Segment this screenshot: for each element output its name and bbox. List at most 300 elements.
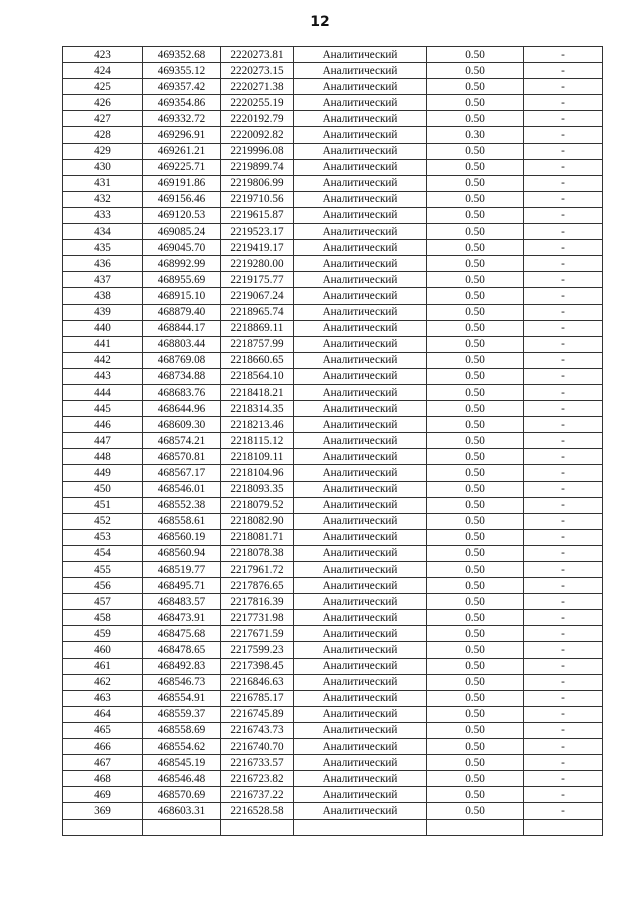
- point-number-cell: 433: [63, 207, 143, 223]
- table-row: [63, 755, 603, 771]
- x-coordinate-cell: 468559.37: [143, 706, 221, 722]
- table-row: [63, 465, 603, 481]
- accuracy-cell: 0.50: [427, 658, 524, 674]
- method-cell: Аналитический: [294, 159, 427, 175]
- x-coordinate-cell: 469296.91: [143, 127, 221, 143]
- table-row: [63, 513, 603, 529]
- y-coordinate-cell: 2216785.17: [221, 690, 294, 706]
- y-coordinate-cell: 2217816.39: [221, 594, 294, 610]
- x-coordinate-cell: 468492.83: [143, 658, 221, 674]
- note-cell: -: [524, 352, 603, 368]
- accuracy-cell: 0.50: [427, 159, 524, 175]
- x-coordinate-cell: 468683.76: [143, 384, 221, 400]
- y-coordinate-cell: 2216743.73: [221, 722, 294, 738]
- note-cell: -: [524, 127, 603, 143]
- x-coordinate-cell: 468546.48: [143, 771, 221, 787]
- table-row: [63, 545, 603, 561]
- x-coordinate-cell: 468609.30: [143, 417, 221, 433]
- note-cell: -: [524, 320, 603, 336]
- table-row: [63, 417, 603, 433]
- x-coordinate-cell: 468552.38: [143, 497, 221, 513]
- table-row: [63, 175, 603, 191]
- table-row: [63, 304, 603, 320]
- point-number-cell: 445: [63, 401, 143, 417]
- y-coordinate-cell: 2218660.65: [221, 352, 294, 368]
- x-coordinate-cell: 469354.86: [143, 95, 221, 111]
- table-row: [63, 819, 603, 835]
- accuracy-cell: 0.50: [427, 481, 524, 497]
- y-coordinate-cell: 2218109.11: [221, 449, 294, 465]
- note-cell: -: [524, 304, 603, 320]
- y-coordinate-cell: 2216723.82: [221, 771, 294, 787]
- y-coordinate-cell: 2218078.38: [221, 545, 294, 561]
- table-row: [63, 191, 603, 207]
- table-row: [63, 739, 603, 755]
- y-coordinate-cell: 2219996.08: [221, 143, 294, 159]
- accuracy-cell: 0.50: [427, 47, 524, 63]
- table-row: [63, 449, 603, 465]
- y-coordinate-cell: 2218115.12: [221, 433, 294, 449]
- table-row: [63, 143, 603, 159]
- method-cell: Аналитический: [294, 449, 427, 465]
- method-cell: Аналитический: [294, 191, 427, 207]
- y-coordinate-cell: [221, 819, 294, 835]
- accuracy-cell: 0.50: [427, 545, 524, 561]
- method-cell: Аналитический: [294, 626, 427, 642]
- accuracy-cell: 0.50: [427, 95, 524, 111]
- method-cell: Аналитический: [294, 674, 427, 690]
- x-coordinate-cell: 469085.24: [143, 224, 221, 240]
- note-cell: -: [524, 449, 603, 465]
- table-row: [63, 771, 603, 787]
- accuracy-cell: 0.50: [427, 417, 524, 433]
- method-cell: Аналитический: [294, 642, 427, 658]
- method-cell: Аналитический: [294, 578, 427, 594]
- point-number-cell: 442: [63, 352, 143, 368]
- page-number: 12: [310, 14, 330, 30]
- x-coordinate-cell: 468603.31: [143, 803, 221, 819]
- y-coordinate-cell: 2216733.57: [221, 755, 294, 771]
- note-cell: -: [524, 642, 603, 658]
- x-coordinate-cell: 468574.21: [143, 433, 221, 449]
- point-number-cell: 447: [63, 433, 143, 449]
- note-cell: -: [524, 626, 603, 642]
- x-coordinate-cell: 468955.69: [143, 272, 221, 288]
- table-row: [63, 127, 603, 143]
- x-coordinate-cell: 468734.88: [143, 368, 221, 384]
- point-number-cell: 436: [63, 256, 143, 272]
- x-coordinate-cell: 468554.91: [143, 690, 221, 706]
- x-coordinate-cell: 468915.10: [143, 288, 221, 304]
- point-number-cell: 435: [63, 240, 143, 256]
- note-cell: -: [524, 803, 603, 819]
- x-coordinate-cell: 468992.99: [143, 256, 221, 272]
- accuracy-cell: 0.50: [427, 642, 524, 658]
- point-number-cell: 428: [63, 127, 143, 143]
- point-number-cell: 443: [63, 368, 143, 384]
- table-row: [63, 787, 603, 803]
- method-cell: Аналитический: [294, 529, 427, 545]
- x-coordinate-cell: 468558.61: [143, 513, 221, 529]
- note-cell: -: [524, 47, 603, 63]
- coordinates-table: [62, 46, 603, 836]
- method-cell: Аналитический: [294, 79, 427, 95]
- method-cell: Аналитический: [294, 545, 427, 561]
- table-row: [63, 224, 603, 240]
- method-cell: Аналитический: [294, 320, 427, 336]
- y-coordinate-cell: 2220255.19: [221, 95, 294, 111]
- point-number-cell: 459: [63, 626, 143, 642]
- point-number-cell: 464: [63, 706, 143, 722]
- y-coordinate-cell: 2219280.00: [221, 256, 294, 272]
- method-cell: Аналитический: [294, 95, 427, 111]
- accuracy-cell: 0.50: [427, 433, 524, 449]
- note-cell: -: [524, 401, 603, 417]
- method-cell: Аналитический: [294, 771, 427, 787]
- y-coordinate-cell: 2216745.89: [221, 706, 294, 722]
- point-number-cell: 423: [63, 47, 143, 63]
- point-number-cell: 458: [63, 610, 143, 626]
- point-number-cell: 466: [63, 739, 143, 755]
- table-row: [63, 320, 603, 336]
- accuracy-cell: 0.50: [427, 384, 524, 400]
- point-number-cell: 446: [63, 417, 143, 433]
- x-coordinate-cell: 468644.96: [143, 401, 221, 417]
- note-cell: -: [524, 336, 603, 352]
- point-number-cell: 440: [63, 320, 143, 336]
- x-coordinate-cell: 468879.40: [143, 304, 221, 320]
- y-coordinate-cell: 2219615.87: [221, 207, 294, 223]
- y-coordinate-cell: 2220273.81: [221, 47, 294, 63]
- method-cell: Аналитический: [294, 111, 427, 127]
- accuracy-cell: 0.50: [427, 787, 524, 803]
- note-cell: -: [524, 384, 603, 400]
- table-body: [63, 47, 603, 836]
- x-coordinate-cell: 469261.21: [143, 143, 221, 159]
- table-row: [63, 95, 603, 111]
- method-cell: Аналитический: [294, 304, 427, 320]
- x-coordinate-cell: 469332.72: [143, 111, 221, 127]
- point-number-cell: 450: [63, 481, 143, 497]
- x-coordinate-cell: 468545.19: [143, 755, 221, 771]
- note-cell: -: [524, 722, 603, 738]
- note-cell: -: [524, 658, 603, 674]
- table-row: [63, 401, 603, 417]
- point-number-cell: 456: [63, 578, 143, 594]
- accuracy-cell: 0.50: [427, 191, 524, 207]
- table-row: [63, 159, 603, 175]
- note-cell: -: [524, 288, 603, 304]
- table-row: [63, 240, 603, 256]
- note-cell: -: [524, 111, 603, 127]
- note-cell: -: [524, 143, 603, 159]
- accuracy-cell: 0.50: [427, 706, 524, 722]
- accuracy-cell: 0.50: [427, 739, 524, 755]
- point-number-cell: 426: [63, 95, 143, 111]
- table-row: [63, 803, 603, 819]
- method-cell: Аналитический: [294, 610, 427, 626]
- x-coordinate-cell: 468495.71: [143, 578, 221, 594]
- note-cell: -: [524, 465, 603, 481]
- accuracy-cell: 0.50: [427, 336, 524, 352]
- x-coordinate-cell: 468546.01: [143, 481, 221, 497]
- x-coordinate-cell: 469357.42: [143, 79, 221, 95]
- note-cell: -: [524, 433, 603, 449]
- point-number-cell: 432: [63, 191, 143, 207]
- accuracy-cell: 0.50: [427, 288, 524, 304]
- method-cell: Аналитический: [294, 513, 427, 529]
- method-cell: Аналитический: [294, 368, 427, 384]
- accuracy-cell: [427, 819, 524, 835]
- table-row: [63, 642, 603, 658]
- table-row: [63, 336, 603, 352]
- x-coordinate-cell: 468473.91: [143, 610, 221, 626]
- accuracy-cell: 0.50: [427, 755, 524, 771]
- point-number-cell: 468: [63, 771, 143, 787]
- accuracy-cell: 0.30: [427, 127, 524, 143]
- x-coordinate-cell: 468570.69: [143, 787, 221, 803]
- note-cell: -: [524, 513, 603, 529]
- note-cell: -: [524, 191, 603, 207]
- point-number-cell: 437: [63, 272, 143, 288]
- accuracy-cell: 0.50: [427, 240, 524, 256]
- accuracy-cell: 0.50: [427, 207, 524, 223]
- y-coordinate-cell: 2216740.70: [221, 739, 294, 755]
- point-number-cell: 427: [63, 111, 143, 127]
- x-coordinate-cell: 468546.73: [143, 674, 221, 690]
- method-cell: Аналитический: [294, 658, 427, 674]
- y-coordinate-cell: 2219523.17: [221, 224, 294, 240]
- method-cell: Аналитический: [294, 417, 427, 433]
- point-number-cell: 460: [63, 642, 143, 658]
- note-cell: -: [524, 529, 603, 545]
- point-number-cell: 452: [63, 513, 143, 529]
- point-number-cell: 431: [63, 175, 143, 191]
- x-coordinate-cell: 468567.17: [143, 465, 221, 481]
- y-coordinate-cell: 2219067.24: [221, 288, 294, 304]
- y-coordinate-cell: 2220192.79: [221, 111, 294, 127]
- x-coordinate-cell: 469120.53: [143, 207, 221, 223]
- method-cell: Аналитический: [294, 272, 427, 288]
- point-number-cell: 430: [63, 159, 143, 175]
- x-coordinate-cell: 468560.19: [143, 529, 221, 545]
- method-cell: Аналитический: [294, 143, 427, 159]
- table-row: [63, 79, 603, 95]
- accuracy-cell: 0.50: [427, 529, 524, 545]
- y-coordinate-cell: 2218418.21: [221, 384, 294, 400]
- accuracy-cell: 0.50: [427, 320, 524, 336]
- accuracy-cell: 0.50: [427, 111, 524, 127]
- point-number-cell: 467: [63, 755, 143, 771]
- accuracy-cell: 0.50: [427, 722, 524, 738]
- note-cell: -: [524, 771, 603, 787]
- accuracy-cell: 0.50: [427, 272, 524, 288]
- note-cell: -: [524, 368, 603, 384]
- method-cell: Аналитический: [294, 63, 427, 79]
- accuracy-cell: 0.50: [427, 610, 524, 626]
- method-cell: Аналитический: [294, 497, 427, 513]
- accuracy-cell: 0.50: [427, 256, 524, 272]
- accuracy-cell: 0.50: [427, 626, 524, 642]
- method-cell: Аналитический: [294, 562, 427, 578]
- y-coordinate-cell: 2219419.17: [221, 240, 294, 256]
- y-coordinate-cell: 2216528.58: [221, 803, 294, 819]
- table-row: [63, 207, 603, 223]
- table-row: [63, 433, 603, 449]
- accuracy-cell: 0.50: [427, 562, 524, 578]
- table-row: [63, 594, 603, 610]
- table-row: [63, 481, 603, 497]
- y-coordinate-cell: 2216737.22: [221, 787, 294, 803]
- x-coordinate-cell: 468560.94: [143, 545, 221, 561]
- method-cell: Аналитический: [294, 47, 427, 63]
- accuracy-cell: 0.50: [427, 352, 524, 368]
- point-number-cell: 369: [63, 803, 143, 819]
- point-number-cell: 465: [63, 722, 143, 738]
- y-coordinate-cell: 2219899.74: [221, 159, 294, 175]
- note-cell: -: [524, 417, 603, 433]
- point-number-cell: 461: [63, 658, 143, 674]
- table-row: [63, 690, 603, 706]
- method-cell: [294, 819, 427, 835]
- x-coordinate-cell: 468554.62: [143, 739, 221, 755]
- note-cell: -: [524, 610, 603, 626]
- accuracy-cell: 0.50: [427, 63, 524, 79]
- accuracy-cell: 0.50: [427, 304, 524, 320]
- point-number-cell: 462: [63, 674, 143, 690]
- x-coordinate-cell: 469352.68: [143, 47, 221, 63]
- y-coordinate-cell: 2218079.52: [221, 497, 294, 513]
- method-cell: Аналитический: [294, 384, 427, 400]
- x-coordinate-cell: 468803.44: [143, 336, 221, 352]
- y-coordinate-cell: 2217876.65: [221, 578, 294, 594]
- point-number-cell: 469: [63, 787, 143, 803]
- x-coordinate-cell: 469225.71: [143, 159, 221, 175]
- method-cell: Аналитический: [294, 352, 427, 368]
- x-coordinate-cell: [143, 819, 221, 835]
- accuracy-cell: 0.50: [427, 803, 524, 819]
- point-number-cell: 438: [63, 288, 143, 304]
- note-cell: -: [524, 755, 603, 771]
- note-cell: -: [524, 79, 603, 95]
- y-coordinate-cell: 2218564.10: [221, 368, 294, 384]
- method-cell: Аналитический: [294, 755, 427, 771]
- note-cell: -: [524, 739, 603, 755]
- y-coordinate-cell: 2218965.74: [221, 304, 294, 320]
- point-number-cell: 449: [63, 465, 143, 481]
- y-coordinate-cell: 2217961.72: [221, 562, 294, 578]
- accuracy-cell: 0.50: [427, 513, 524, 529]
- method-cell: Аналитический: [294, 465, 427, 481]
- accuracy-cell: 0.50: [427, 497, 524, 513]
- y-coordinate-cell: 2217599.23: [221, 642, 294, 658]
- x-coordinate-cell: 468483.57: [143, 594, 221, 610]
- method-cell: Аналитический: [294, 594, 427, 610]
- y-coordinate-cell: 2219710.56: [221, 191, 294, 207]
- point-number-cell: 424: [63, 63, 143, 79]
- x-coordinate-cell: 469045.70: [143, 240, 221, 256]
- method-cell: Аналитический: [294, 224, 427, 240]
- accuracy-cell: 0.50: [427, 224, 524, 240]
- note-cell: -: [524, 95, 603, 111]
- point-number-cell: 439: [63, 304, 143, 320]
- note-cell: -: [524, 562, 603, 578]
- y-coordinate-cell: 2220092.82: [221, 127, 294, 143]
- y-coordinate-cell: 2218082.90: [221, 513, 294, 529]
- method-cell: Аналитический: [294, 706, 427, 722]
- method-cell: Аналитический: [294, 401, 427, 417]
- y-coordinate-cell: 2218213.46: [221, 417, 294, 433]
- x-coordinate-cell: 468844.17: [143, 320, 221, 336]
- accuracy-cell: 0.50: [427, 175, 524, 191]
- y-coordinate-cell: 2217671.59: [221, 626, 294, 642]
- note-cell: -: [524, 674, 603, 690]
- point-number-cell: 455: [63, 562, 143, 578]
- point-number-cell: 444: [63, 384, 143, 400]
- x-coordinate-cell: 468478.65: [143, 642, 221, 658]
- x-coordinate-cell: 469156.46: [143, 191, 221, 207]
- x-coordinate-cell: 469191.86: [143, 175, 221, 191]
- x-coordinate-cell: 468558.69: [143, 722, 221, 738]
- note-cell: -: [524, 706, 603, 722]
- table-row: [63, 610, 603, 626]
- y-coordinate-cell: 2217398.45: [221, 658, 294, 674]
- accuracy-cell: 0.50: [427, 79, 524, 95]
- table-row: [63, 47, 603, 63]
- method-cell: Аналитический: [294, 803, 427, 819]
- table-row: [63, 562, 603, 578]
- table-row: [63, 578, 603, 594]
- point-number-cell: 463: [63, 690, 143, 706]
- y-coordinate-cell: 2219806.99: [221, 175, 294, 191]
- method-cell: Аналитический: [294, 175, 427, 191]
- y-coordinate-cell: 2216846.63: [221, 674, 294, 690]
- table-row: [63, 706, 603, 722]
- accuracy-cell: 0.50: [427, 771, 524, 787]
- accuracy-cell: 0.50: [427, 674, 524, 690]
- note-cell: -: [524, 63, 603, 79]
- table-row: [63, 626, 603, 642]
- note-cell: -: [524, 787, 603, 803]
- note-cell: -: [524, 207, 603, 223]
- note-cell: -: [524, 272, 603, 288]
- accuracy-cell: 0.50: [427, 690, 524, 706]
- method-cell: Аналитический: [294, 481, 427, 497]
- point-number-cell: 457: [63, 594, 143, 610]
- point-number-cell: [63, 819, 143, 835]
- table-row: [63, 384, 603, 400]
- accuracy-cell: 0.50: [427, 465, 524, 481]
- accuracy-cell: 0.50: [427, 401, 524, 417]
- y-coordinate-cell: 2220271.38: [221, 79, 294, 95]
- point-number-cell: 451: [63, 497, 143, 513]
- note-cell: -: [524, 175, 603, 191]
- method-cell: Аналитический: [294, 433, 427, 449]
- method-cell: Аналитический: [294, 288, 427, 304]
- accuracy-cell: 0.50: [427, 143, 524, 159]
- note-cell: -: [524, 594, 603, 610]
- accuracy-cell: 0.50: [427, 578, 524, 594]
- accuracy-cell: 0.50: [427, 449, 524, 465]
- note-cell: -: [524, 256, 603, 272]
- note-cell: -: [524, 690, 603, 706]
- y-coordinate-cell: 2218757.99: [221, 336, 294, 352]
- table-row: [63, 63, 603, 79]
- note-cell: -: [524, 481, 603, 497]
- note-cell: -: [524, 578, 603, 594]
- note-cell: -: [524, 224, 603, 240]
- point-number-cell: 425: [63, 79, 143, 95]
